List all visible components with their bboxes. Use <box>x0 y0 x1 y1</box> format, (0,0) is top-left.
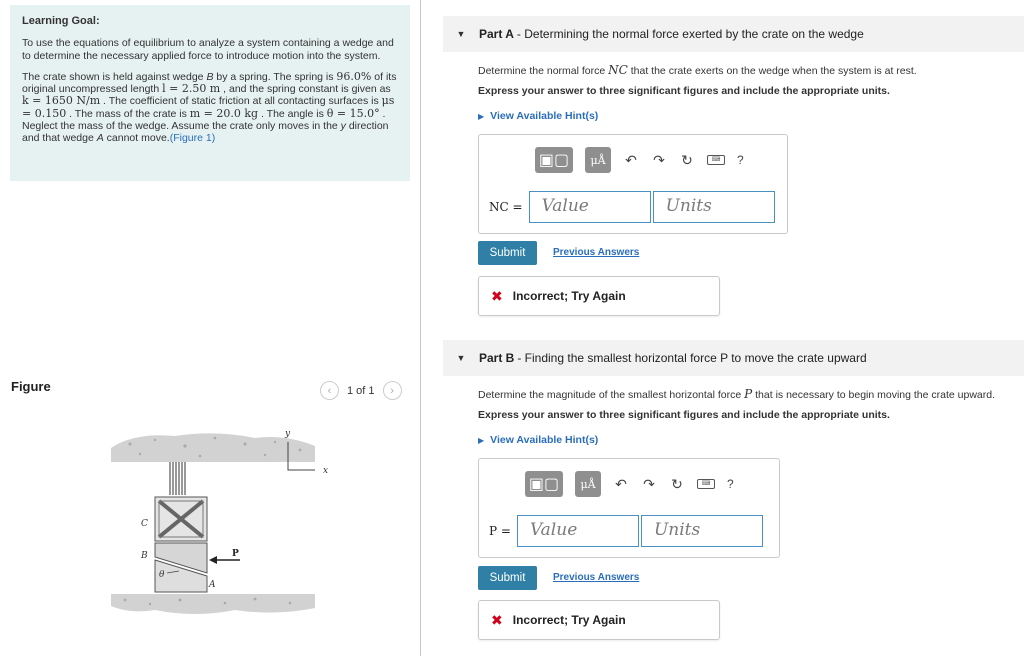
triangle-right-icon: ▶ <box>478 436 485 445</box>
redo-icon[interactable]: ↷ <box>643 475 655 492</box>
learning-goal-intro: To use the equations of equilibrium to analyze a system containing a wedge and to determine the necessary applied force to introduce motion into the system. <box>22 37 394 62</box>
collapse-triangle-icon[interactable]: ▼ <box>456 29 466 39</box>
part-b-submit-button[interactable]: Submit <box>478 566 537 590</box>
part-a-previous-answers-link[interactable]: Previous Answers <box>553 247 640 258</box>
help-icon[interactable]: ? <box>727 477 734 491</box>
keyboard-icon[interactable]: ⌨ <box>697 479 715 489</box>
chevron-left-icon[interactable]: ‹ <box>320 381 339 400</box>
part-b-toolbar <box>525 471 734 497</box>
help-icon[interactable]: ? <box>737 153 744 167</box>
figure-image[interactable] <box>75 420 345 635</box>
part-b-previous-answers-link[interactable]: Previous Answers <box>553 572 640 583</box>
part-b-feedback: ✖ Incorrect; Try Again <box>478 600 720 640</box>
figure-pager <box>320 381 402 400</box>
part-a-header[interactable] <box>443 16 1024 52</box>
part-a-toolbar <box>535 147 744 173</box>
error-x-icon: ✖ <box>491 287 503 304</box>
answer-panel <box>443 0 1024 656</box>
undo-icon[interactable]: ↶ <box>625 151 637 168</box>
redo-icon[interactable]: ↷ <box>653 151 665 168</box>
part-b-instruction: Determine the magnitude of the smallest horizontal force P that is necessary to begin moving the crate upward. <box>478 387 996 401</box>
part-b-header[interactable] <box>443 340 1024 376</box>
part-a-field-label: NC = <box>489 200 523 214</box>
part-a-label: Part A <box>479 27 514 41</box>
keyboard-icon[interactable]: ⌨ <box>707 155 725 165</box>
problem-statement: The crate shown is held against wedge B by a spring. The spring is 96.0% of its original uncompressed length l = 2.50 m , and the spring constant is given as k = 1650 N/m . The coefficient of static friction at all contacting surfaces is μs = 0.150 . The mass of the crate is m = 20.0 kg . The angle is θ = 15.0° . Neglect the mass of the wedge. Assume the crate only moves in the y direction and that wedge A cannot move.(Figure 1) <box>22 69 397 145</box>
part-b-answer-box <box>478 458 780 558</box>
angle-label: θ <box>159 570 165 580</box>
part-b-field-row <box>489 515 763 547</box>
part-a-units-input[interactable]: Units <box>653 191 775 223</box>
templates-icon[interactable]: ▣▢ <box>525 471 563 497</box>
part-a-title: - Determining the normal force exerted by the crate on the wedge <box>516 27 864 41</box>
units-icon[interactable]: μÅ <box>585 147 611 173</box>
part-b-value-input[interactable]: Value <box>517 515 639 547</box>
figure-link[interactable]: (Figure 1) <box>169 132 216 145</box>
templates-icon[interactable]: ▣▢ <box>535 147 573 173</box>
triangle-right-icon: ▶ <box>478 112 485 121</box>
part-b-express: Express your answer to three significant figures and include the appropriate units. <box>478 409 890 421</box>
wedge-label-A: A <box>209 580 216 590</box>
learning-goal-title: Learning Goal: <box>22 15 100 27</box>
part-a-answer-box <box>478 134 788 234</box>
part-a-instruction: Determine the normal force NC that the crate exerts on the wedge when the system is at rest. <box>478 63 917 77</box>
problem-panel <box>0 0 421 656</box>
part-a-field-row <box>489 191 775 223</box>
crate-label-C: C <box>141 519 148 529</box>
collapse-triangle-icon[interactable]: ▼ <box>456 353 466 363</box>
reset-icon[interactable]: ↻ <box>681 151 693 168</box>
part-b-field-label: P = <box>489 524 511 538</box>
figure-title: Figure <box>11 379 51 394</box>
y-axis-label: y <box>285 429 291 439</box>
error-x-icon: ✖ <box>491 611 503 628</box>
learning-goal-box <box>10 5 410 181</box>
part-a-express: Express your answer to three significant figures and include the appropriate units. <box>478 85 890 97</box>
figure-page-count: 1 of 1 <box>347 384 375 397</box>
part-a-submit-button[interactable]: Submit <box>478 241 537 265</box>
part-b-label: Part B <box>479 351 515 365</box>
floor-ground <box>111 594 315 614</box>
part-b-title: - Finding the smallest horizontal force P to move the crate upward <box>517 351 867 365</box>
force-label-P: P <box>232 549 239 559</box>
wedge-label-B: B <box>141 551 148 561</box>
part-b-hint-link[interactable]: ▶ View Available Hint(s) <box>478 434 599 446</box>
part-a-feedback: ✖ Incorrect; Try Again <box>478 276 720 316</box>
wedge-crate-diagram <box>75 420 345 635</box>
part-a-value-input[interactable]: Value <box>529 191 651 223</box>
chevron-right-icon[interactable]: › <box>383 381 402 400</box>
units-icon[interactable]: μÅ <box>575 471 601 497</box>
part-b-units-input[interactable]: Units <box>641 515 763 547</box>
undo-icon[interactable]: ↶ <box>615 475 627 492</box>
spring <box>170 462 185 495</box>
x-axis-label: x <box>323 466 329 476</box>
reset-icon[interactable]: ↻ <box>671 475 683 492</box>
part-a-hint-link[interactable]: ▶ View Available Hint(s) <box>478 110 599 122</box>
